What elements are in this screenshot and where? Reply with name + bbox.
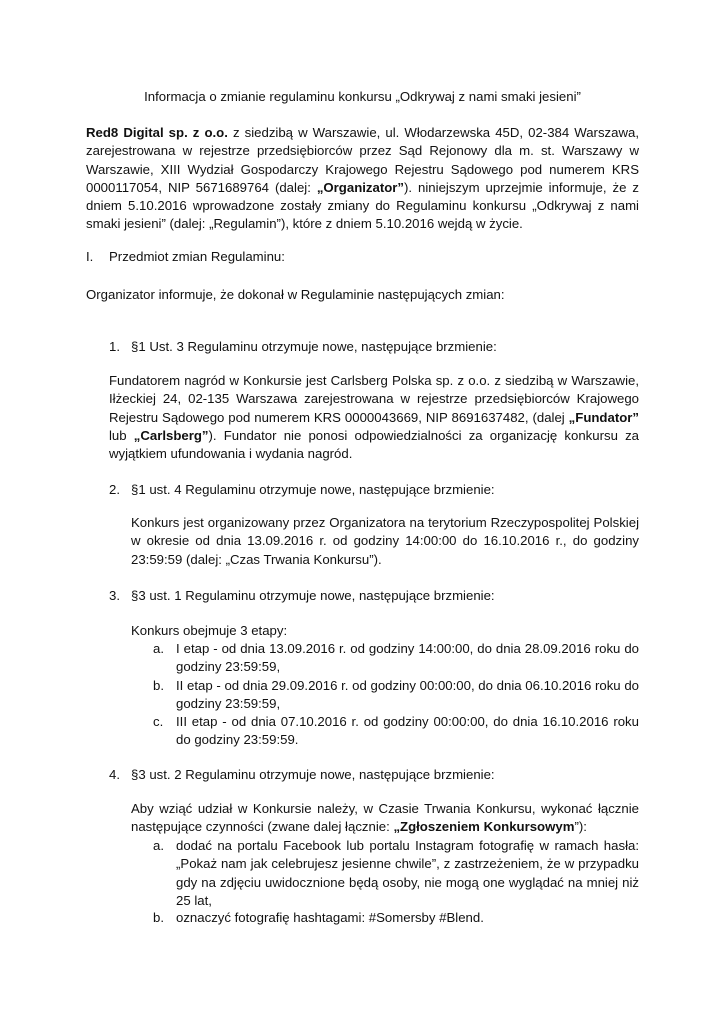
sub-item-text: I etap - od dnia 13.09.2016 r. od godziny 14:00:00, do dnia 28.09.2016 roku do godziny 23:59:59, (176, 641, 639, 675)
item-heading: §3 ust. 1 Regulaminu otrzymuje nowe, następujące brzmienie: (131, 588, 495, 603)
item-body-text: ”): (574, 819, 587, 835)
item-heading: §1 ust. 4 Regulaminu otrzymuje nowe, następujące brzmienie: (131, 482, 495, 497)
item-body-text: lub (109, 427, 134, 443)
item-heading: §3 ust. 2 Regulaminu otrzymuje nowe, następujące brzmienie: (131, 767, 495, 782)
sub-item-text: dodać na portalu Facebook lub portalu Instagram fotografię w ramach hasła: „Pokaż nam jak celebrujesz jesienne chwile”, z zastrzeżeniem, że w przypadku gdy na zdjęciu uwidocznione będą osoby, nie mogą one wyglądać na mniej niż 25 lat, (176, 838, 639, 908)
sub-item-text: oznaczyć fotografię hashtagami: #Somersby #Blend. (176, 910, 484, 925)
section-title: Przedmiot zmian Regulaminu: (109, 249, 285, 264)
item-body-text: Aby wziąć udział w Konkursie należy, w Czasie Trwania Konkursu, wykonać łącznie następujące czynności (zwane dalej łącznie: (131, 801, 639, 835)
item-number: 1. (109, 339, 120, 354)
item-heading: §1 Ust. 3 Regulaminu otrzymuje nowe, następujące brzmienie: (131, 339, 497, 354)
intro-text-1: z siedzibą w Warszawie, ul. Włodarzewska 45D, 02-384 Warszawa, zarejestrowana w rejestrze przedsiębiorców przez Sąd Rejonowy dla m. st. Warszawy w Warszawie, XIII Wydział Gospodarczy Krajowego Rejestru Sądowego pod numerem KRS 0000117054, NIP 5671689764 (dalej: (86, 125, 639, 195)
item-body-text: Fundatorem nagród w Konkursie jest Carlsberg Polska sp. z o.o. z siedzibą w Warszawie, Iłżeckiej 24, 02-135 Warszawa zarejestrowana w rejestrze przedsiębiorców Krajowego Rejestru Sądowego pod numerem KRS 0000043669, NIP 8691637482, (dalej (109, 373, 639, 425)
company-name: Red8 Digital sp. z o.o. (86, 125, 228, 140)
sub-letter: c. (153, 714, 164, 729)
zgloszenie-label: „Zgłoszeniem Konkursowym (393, 819, 575, 835)
lead-paragraph: Organizator informuje, że dokonał w Regulaminie następujących zmian: (86, 287, 505, 302)
organizer-label: „Organizator” (316, 179, 405, 195)
item-body (131, 800, 639, 837)
sub-item-text: III etap - od dnia 07.10.2016 r. od godziny 00:00:00, do dnia 16.10.2016 roku do godziny 23:59:59. (176, 714, 639, 748)
item-number: 2. (109, 482, 120, 497)
carlsberg-label: „Carlsberg” (133, 427, 209, 443)
item-body: Konkurs obejmuje 3 etapy: (131, 623, 288, 638)
item-body: Konkurs jest organizowany przez Organizatora na terytorium Rzeczypospolitej Polskiej w okresie od dnia 13.09.2016 r. od godziny 14:00:00 do 16.10.2016 r., do godziny 23:59:59 (dalej: „Czas Trwania Konkursu”). (131, 515, 639, 567)
item-body (109, 372, 639, 463)
sub-letter: a. (153, 838, 164, 853)
document-title: Informacja o zmianie regulaminu konkursu „Odkrywaj z nami smaki jesieni” (144, 89, 581, 104)
item-number: 4. (109, 767, 120, 782)
item-body-text: ). Fundator nie ponosi odpowiedzialności za organizację konkursu za wyjątkiem ufundowania i wydania nagród. (109, 427, 639, 462)
intro-paragraph (86, 124, 639, 234)
sub-letter: b. (153, 678, 164, 693)
section-number: I. (86, 249, 94, 264)
sub-item-text: II etap - od dnia 29.09.2016 r. od godziny 00:00:00, do dnia 06.10.2016 roku do godziny 23:59:59, (176, 678, 639, 712)
sub-letter: a. (153, 641, 164, 656)
fundator-label: „Fundator” (568, 409, 639, 425)
sub-letter: b. (153, 910, 164, 925)
intro-text-2: ). niniejszym uprzejmie informuje, że z dniem 5.10.2016 wprowadzone zostały zmiany do Regulaminu konkursu „Odkrywaj z nami smaki jesieni” (dalej: „Regulamin”), które z dniem 5.10.2016 wejdą w życie. (86, 179, 639, 232)
item-number: 3. (109, 588, 120, 603)
